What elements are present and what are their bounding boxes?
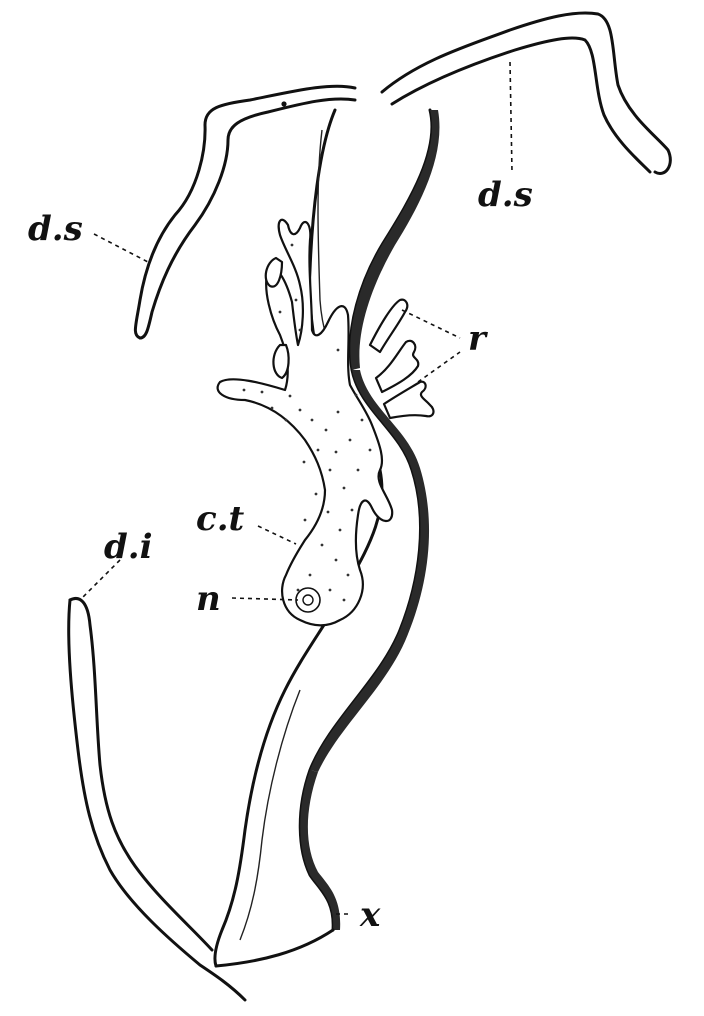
label-x: x [360, 895, 381, 935]
leader-ds-right [510, 62, 512, 172]
label-ds-right: d.s [478, 175, 533, 215]
leader-ds-left [94, 234, 148, 262]
leader-r-1 [402, 310, 460, 338]
label-n: n [196, 579, 221, 619]
label-ct: c.t [196, 499, 245, 539]
root-processes [370, 300, 433, 418]
leader-lines [82, 62, 512, 914]
label-ds-left: d.s [28, 209, 83, 249]
leader-r-2 [418, 352, 460, 382]
dendrite-superior-left [135, 86, 355, 338]
label-di: d.i [104, 527, 153, 567]
leader-ct [258, 526, 296, 544]
dendrite-superior-right [382, 13, 670, 174]
label-r: r [468, 319, 486, 359]
